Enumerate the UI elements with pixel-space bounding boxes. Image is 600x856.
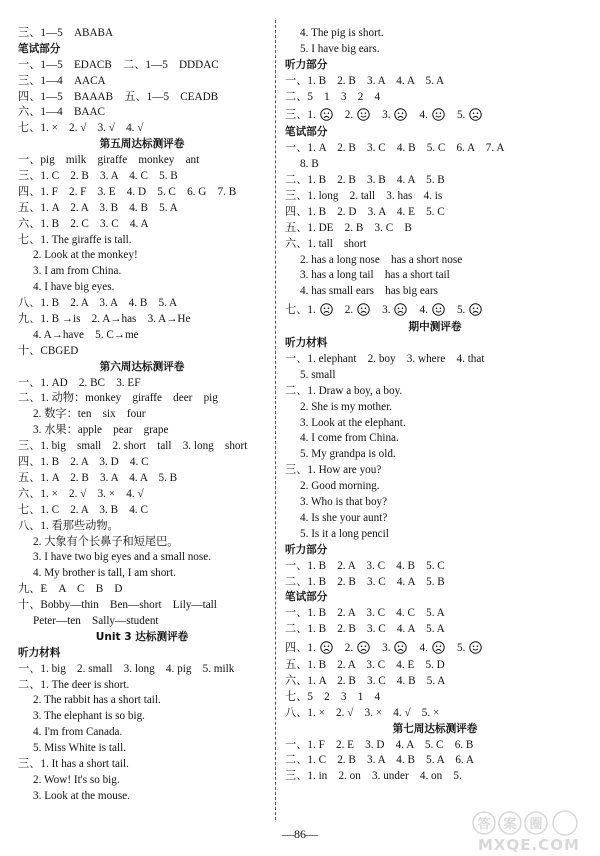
answer-line: 笔试部分 [285, 591, 328, 604]
answer-line: 一、1—5 EDACB 二、1—5 DDDAC [18, 58, 219, 71]
answer-line: 3. Look at the mouse. [33, 789, 130, 802]
answer-line: 4. My brother is tall, I am short. [33, 567, 176, 580]
answer-line: 三、1—4 AACA [18, 74, 106, 87]
answer-line: 二、1. C 2. B 3. A 4. B 5. A 6. A [285, 754, 474, 767]
answer-line: 二、1. Draw a boy, a boy. [285, 384, 403, 397]
answer-line: 九、E A C B D [18, 583, 123, 596]
answer-line: 2. The rabbit has a short tail. [33, 694, 161, 707]
answer-line: 3. Look at the elephant. [300, 416, 406, 429]
happy-face-icon [432, 108, 445, 121]
answer-line: 八、1. B 2. A 3. A 4. B 5. A [18, 297, 178, 310]
sad-face-icon [320, 303, 333, 316]
answer-line: 一、1. AD 2. BC 3. EF [18, 376, 141, 389]
svg-text:案: 案 [503, 817, 517, 832]
answer-line: 4. A→have 5. C→me [33, 328, 139, 341]
answer-line: 第七周达标测评卷 [392, 722, 478, 735]
answer-line: 2. Wow! It's so big. [33, 773, 120, 786]
answer-line: 3. I have two big eyes and a small nose. [33, 551, 212, 564]
answer-line: 五、1. A 2. B 3. A 4. A 5. B [18, 471, 178, 484]
answer-line: 一、1. B 2. B 3. A 4. A 5. A [285, 74, 445, 87]
answer-line: 二、1. B 2. B 3. C 4. A 5. B [285, 575, 445, 588]
answer-line: 八、1. × 2. √ 3. × 4. √ 5. × [285, 706, 440, 719]
answer-line: 三、1. long 2. tall 3. has 4. is [285, 190, 443, 203]
answer-line: 五、1. B 2. A 3. C 4. E 5. D [285, 659, 445, 672]
answer-line: 六、1. tall short [285, 237, 367, 250]
answer-line: 一、1. A 2. B 3. C 4. B 5. C 6. A 7. A [285, 142, 505, 155]
answer-line: 二、1. B 2. B 3. C 4. A 5. A [285, 623, 445, 636]
answer-line: 十、CBGED [18, 344, 79, 357]
answer-line: 笔试部分 [18, 42, 61, 55]
sad-face-icon [469, 108, 482, 121]
answer-line: 8. B [300, 158, 319, 171]
answer-line: 2. Look at the monkey! [33, 249, 138, 262]
answer-line: 四、1. F 2. F 3. E 4. D 5. C 6. G 7. B [18, 185, 237, 198]
answer-line: 3. The elephant is so big. [33, 710, 145, 723]
answer-line: 4. has small ears has big ears [300, 285, 438, 298]
answer-line: 2. has a long nose has a short nose [300, 253, 463, 266]
answer-line: 2. 大象有个长鼻子和短尾巴。 [33, 535, 179, 548]
answer-line: 一、1. B 2. A 3. C 4. C 5. A [285, 607, 445, 620]
answer-line: 三、1. big small 2. short tall 3. long short [18, 440, 248, 453]
answer-line: 4. I'm from Canada. [33, 726, 123, 739]
answer-line: 5. I have big ears. [300, 42, 380, 55]
answer-line: 期中测评卷 [408, 321, 462, 334]
answer-line: 5. small [300, 368, 336, 381]
answer-line: 八、1. 看那些动物。 [18, 519, 119, 532]
answer-line: 七、1. × 2. √ 3. √ 4. √ [18, 122, 144, 135]
watermark-logo [470, 808, 595, 854]
svg-text:圈: 圈 [529, 817, 543, 832]
answer-line: 五、1. DE 2. B 3. C B [285, 221, 412, 234]
answer-line: 二、1. The deer is short. [18, 678, 130, 691]
answer-line: 二、1. B 2. B 3. B 4. A 5. B [285, 174, 445, 187]
answer-line: 5. Is it a long pencil [300, 527, 389, 540]
answer-line: 4. The pig is short. [300, 27, 384, 39]
answer-line: Unit 3 达标测评卷 [95, 630, 189, 643]
answer-line: 5. My grandpa is old. [300, 448, 396, 461]
answer-line: 六、1—4 BAAC [18, 106, 106, 119]
answer-line: 2. 数字：ten six four [33, 408, 146, 421]
answer-line: 4. Is she your aunt? [300, 511, 388, 524]
column-divider [275, 20, 276, 820]
answer-line: 笔试部分 [285, 126, 328, 139]
answer-line: 七、1. The giraffe is tall. [18, 233, 132, 246]
answer-line: 一、1. elephant 2. boy 3. where 4. that [285, 353, 485, 366]
answer-line: 七、5 2 3 1 4 [285, 690, 381, 703]
answer-line: 三、1. How are you? [285, 464, 382, 477]
answer-line: 四、1—5 BAAAB 五、1—5 CEADB [18, 90, 219, 103]
answer-line: 四、1. B 2. A 3. D 4. C [18, 456, 149, 469]
answer-line: 一、1. big 2. small 3. long 4. pig 5. milk [18, 662, 235, 675]
sad-face-icon [357, 303, 370, 316]
answer-line: 四、1. B 2. D 3. A 4. E 5. C [285, 205, 445, 218]
answer-line: 四、1. 2. 3. 4. 5. [285, 638, 585, 658]
happy-face-icon [357, 108, 370, 121]
answer-line: 3. 水果：apple pear grape [33, 424, 169, 437]
answer-line: 三、1. 2. 3. 4. 5. [285, 105, 585, 125]
answer-line: 三、1. It has a short tail. [18, 757, 129, 770]
answer-line: 听力材料 [285, 337, 328, 350]
sad-face-icon [394, 108, 407, 121]
left-column [18, 26, 266, 805]
happy-face-icon [469, 641, 482, 654]
answer-line: 4. I have big eyes. [33, 281, 115, 294]
sad-face-icon [320, 108, 333, 121]
answer-line: 十、Bobby—thin Ben—short Lily—tall [18, 599, 217, 612]
sad-face-icon [432, 641, 445, 654]
answer-line: 二、5 1 3 2 4 [285, 90, 381, 103]
page-number: —86— [282, 827, 318, 841]
answer-line: 3. Who is that boy? [300, 496, 388, 509]
answer-line: 2. She is my mother. [300, 400, 392, 413]
sad-face-icon [469, 303, 482, 316]
svg-text:答: 答 [477, 817, 491, 832]
answer-line: 六、1. B 2. C 3. C 4. A [18, 217, 149, 230]
answer-line: 听力材料 [18, 646, 61, 659]
answer-line: 第五周达标测评卷 [99, 138, 185, 151]
sad-face-icon [320, 641, 333, 654]
answer-line: 一、1. F 2. E 3. D 4. A 5. C 6. B [285, 738, 474, 751]
answer-line: 4. I come from China. [300, 432, 399, 445]
answer-line: 三、1. C 2. B 3. A 4. C 5. B [18, 170, 178, 183]
answer-line: 5. Miss White is tall. [33, 742, 127, 755]
answer-line: 3. has a long tail has a short tail [300, 269, 450, 282]
answer-line: 听力部分 [285, 58, 328, 71]
answer-line: 第六周达标测评卷 [99, 360, 185, 373]
answer-line: 六、1. A 2. B 3. C 4. B 5. A [285, 674, 446, 687]
answer-line: 一、pig milk giraffe monkey ant [18, 154, 200, 167]
answer-line: 听力部分 [285, 543, 328, 556]
answer-line: 三、1. in 2. on 3. under 4. on 5. [285, 770, 462, 783]
answer-line: 七、1. C 2. A 3. B 4. C [18, 503, 148, 516]
answer-line: 2. Good morning. [300, 480, 380, 493]
answer-line: 九、1. B →is 2. A→has 3. A→He [18, 313, 191, 326]
answer-line: Peter—ten Sally—student [33, 614, 159, 627]
answer-line: 3. I am from China. [33, 265, 122, 278]
sad-face-icon [394, 641, 407, 654]
answer-line: 七、1. 2. 3. 4. 5. [285, 300, 585, 320]
answer-line: 六、1. × 2. √ 3. × 4. √ [18, 487, 144, 500]
happy-face-icon [432, 303, 445, 316]
answer-line: 二、1. 动物：monkey giraffe deer pig [18, 392, 218, 405]
svg-text:MXQE.COM: MXQE.COM [478, 836, 580, 854]
sad-face-icon [394, 303, 407, 316]
answer-line: 三、1—5 ABABA [18, 27, 114, 39]
answer-line: 一、1. B 2. A 3. C 4. B 5. C [285, 559, 445, 572]
right-column [285, 26, 585, 785]
answer-line: 五、1. A 2. A 3. B 4. B 5. A [18, 201, 178, 214]
sad-face-icon [357, 641, 370, 654]
